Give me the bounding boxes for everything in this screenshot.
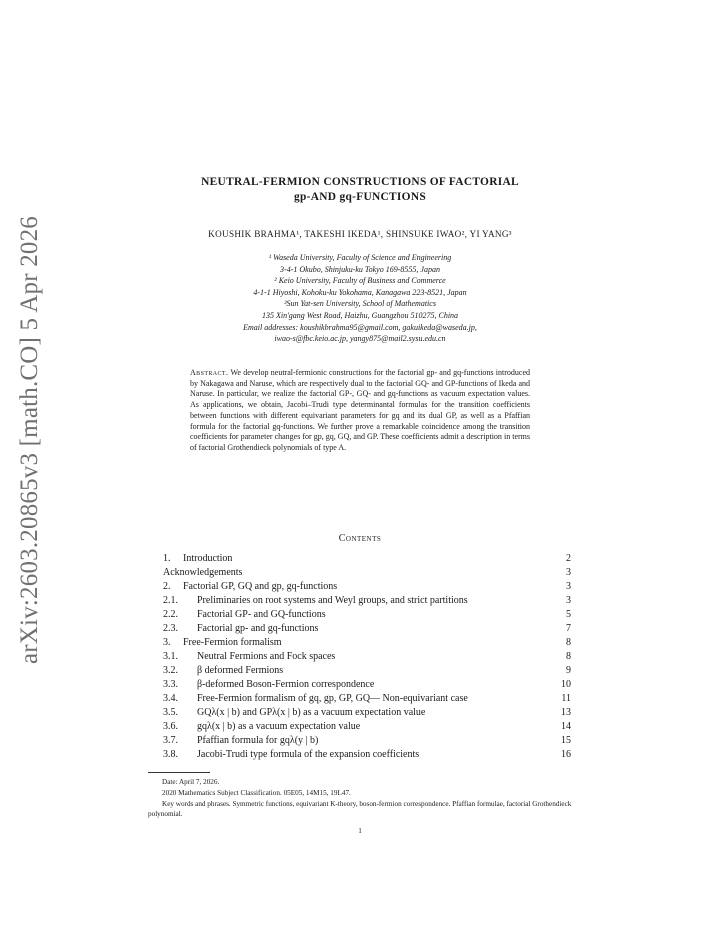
toc-entry-title: β-deformed Boson-Fermion correspondence — [197, 679, 375, 690]
toc-entry-page: 3 — [566, 581, 571, 592]
paper-title — [150, 175, 570, 205]
toc-entry-title: gqλ(x | b) as a vacuum expectation value — [197, 721, 361, 732]
toc-entry[interactable] — [163, 636, 571, 650]
page-number: 1 — [358, 827, 362, 835]
toc-entry-title: Factorial GP- and GQ-functions — [197, 609, 326, 620]
toc-entry-number: 2. — [163, 581, 171, 592]
toc-entry-title: Pfaffian formula for gqλ(y | b) — [197, 735, 319, 746]
toc-entry-title: Preliminaries on root systems and Weyl groups, and strict partitions — [197, 595, 468, 606]
affiliation-line: 3-4-1 Okubo, Shinjuku-ku Tokyo 169-8555, Japan — [280, 264, 440, 274]
toc-entry[interactable] — [163, 580, 571, 594]
toc-entry[interactable] — [163, 594, 571, 608]
arxiv-identifier: arXiv:2603.20865v3 [math.CO] 5 Apr 2026 — [16, 215, 44, 665]
toc-entry-number: 3.7. — [163, 735, 178, 746]
toc-entry-title: Jacobi-Trudi type formula of the expansion coefficients — [197, 749, 420, 760]
toc-entry-page: 3 — [566, 567, 571, 578]
toc-entry[interactable] — [163, 720, 571, 734]
toc-entry-number: 3.1. — [163, 651, 178, 662]
toc-entry-title: Factorial gp- and gq-functions — [197, 623, 319, 634]
toc-entry[interactable] — [163, 552, 571, 566]
toc-entry-page: 8 — [566, 637, 571, 648]
toc-entry-number: 3.8. — [163, 749, 178, 760]
toc-entry[interactable] — [163, 734, 571, 748]
toc-entry-number: 3.4. — [163, 693, 178, 704]
toc-entry[interactable] — [163, 706, 571, 720]
affiliation-line: ² Keio University, Faculty of Business and Commerce — [274, 276, 446, 286]
toc-entry-number: 3.3. — [163, 679, 178, 690]
toc-entry-title: Factorial GP, GQ and gp, gq-functions — [183, 581, 338, 592]
toc-entry-number: 2.3. — [163, 623, 178, 634]
abstract-text: We develop neutral-fermionic constructions for the factorial gp- and gq-functions introduced by Nakagawa and Naruse, which are respectively dual to the factorial GQ- and GP-functions of Ikeda and Naruse. In particular, we realize the factorial GP-, GQ- and gq-functions as vacuum expectation values. As applications, we obtain, Jacobi–Trudi type determinantal formulas for the transition coefficients between functions with different equivariant parameters for gq and its dual GP, as well as a Pfaffian formula for the factorial gq-functions. We further prove a remarkable coincidence among the transition coefficients for parameter changes for gp, gq, GQ, and GP. These coefficients admit a description in terms of factorial Grothendieck polynomials of type A. — [190, 368, 531, 452]
toc-entry-page: 10 — [561, 679, 571, 690]
toc-entry[interactable] — [163, 748, 571, 762]
toc-entry-page: 3 — [566, 595, 571, 606]
toc-entry-title: Acknowledgements — [163, 567, 243, 578]
toc-entry-page: 2 — [566, 553, 571, 564]
toc-entry[interactable] — [163, 650, 571, 664]
toc-entry-title: Free-Fermion formalism — [183, 637, 282, 648]
table-of-contents — [163, 552, 571, 762]
toc-entry-page: 15 — [561, 735, 571, 746]
toc-entry-title: β deformed Fermions — [197, 665, 284, 676]
toc-entry[interactable] — [163, 608, 571, 622]
toc-entry-page: 13 — [561, 707, 571, 718]
toc-entry[interactable] — [163, 622, 571, 636]
arxiv-sidebar-stamp — [9, 210, 51, 670]
footnote-rule — [148, 772, 210, 773]
toc-entry-number: 3.2. — [163, 665, 178, 676]
toc-entry-page: 9 — [566, 665, 571, 676]
footnote-msc: 2020 Mathematics Subject Classification. 05E05, 14M15, 19L47. — [162, 788, 351, 797]
toc-entry-number: 2.2. — [163, 609, 178, 620]
toc-entry-page: 11 — [561, 693, 571, 704]
toc-entry[interactable] — [163, 566, 571, 580]
contents-heading: Contents — [338, 533, 382, 544]
toc-entry-page: 7 — [566, 623, 571, 634]
abstract — [190, 368, 530, 454]
footnotes — [148, 777, 573, 820]
footnote-keywords: Key words and phrases. Symmetric functions, equivariant K-theory, boson-fermion correspondence. Pfaffian formulae, factorial Grothendieck polynomial. — [148, 799, 572, 819]
toc-entry-number: 3.5. — [163, 707, 178, 718]
affiliation-line: 4-1-1 Hiyoshi, Kohoku-ku Yokohama, Kanagawa 223-8521, Japan — [253, 287, 467, 297]
author-list: KOUSHIK BRAHMA¹, TAKESHI IKEDA¹, SHINSUKE IWAO², YI YANG³ — [208, 229, 512, 239]
toc-entry-page: 16 — [561, 749, 571, 760]
toc-entry[interactable] — [163, 692, 571, 706]
affiliation-line: ³Sun Yat-sen University, School of Mathematics — [284, 299, 436, 309]
toc-entry[interactable] — [163, 678, 571, 692]
abstract-label: Abstract. — [190, 368, 229, 377]
toc-entry-number: 1. — [163, 553, 171, 564]
toc-entry-page: 5 — [566, 609, 571, 620]
toc-entry-title: Neutral Fermions and Fock spaces — [197, 651, 336, 662]
toc-entry-number: 3. — [163, 637, 171, 648]
email-line: Email addresses: koushikbrahma95@gmail.com, gakuikeda@waseda.jp, — [243, 322, 477, 332]
email-line: iwao-s@fbc.keio.ac.jp, yangy875@mail2.sysu.edu.cn — [274, 334, 446, 344]
affiliation-line: 135 Xin'gang West Road, Haizhu, Guangzhou 510275, China — [261, 310, 459, 320]
toc-entry-title: GQλ(x | b) and GPλ(x | b) as a vacuum expectation value — [197, 707, 426, 718]
footnote-date: Date: April 7, 2026. — [162, 778, 220, 786]
affiliation-line: ¹ Waseda University, Faculty of Science and Engineering — [268, 253, 452, 262]
toc-entry-number: 2.1. — [163, 595, 178, 606]
toc-entry[interactable] — [163, 664, 571, 678]
toc-entry-number: 3.6. — [163, 721, 178, 732]
toc-entry-page: 14 — [561, 721, 571, 732]
toc-entry-page: 8 — [566, 651, 571, 662]
toc-entry-title: Introduction — [183, 553, 233, 564]
title-line-1: NEUTRAL-FERMION CONSTRUCTIONS OF FACTORIAL — [201, 176, 519, 188]
toc-entry-title: Free-Fermion formalism of gq, gp, GP, GQ— Non-equivariant case — [197, 693, 468, 704]
title-line-2: gp-AND gq-FUNCTIONS — [294, 191, 426, 203]
affiliations — [150, 252, 570, 345]
